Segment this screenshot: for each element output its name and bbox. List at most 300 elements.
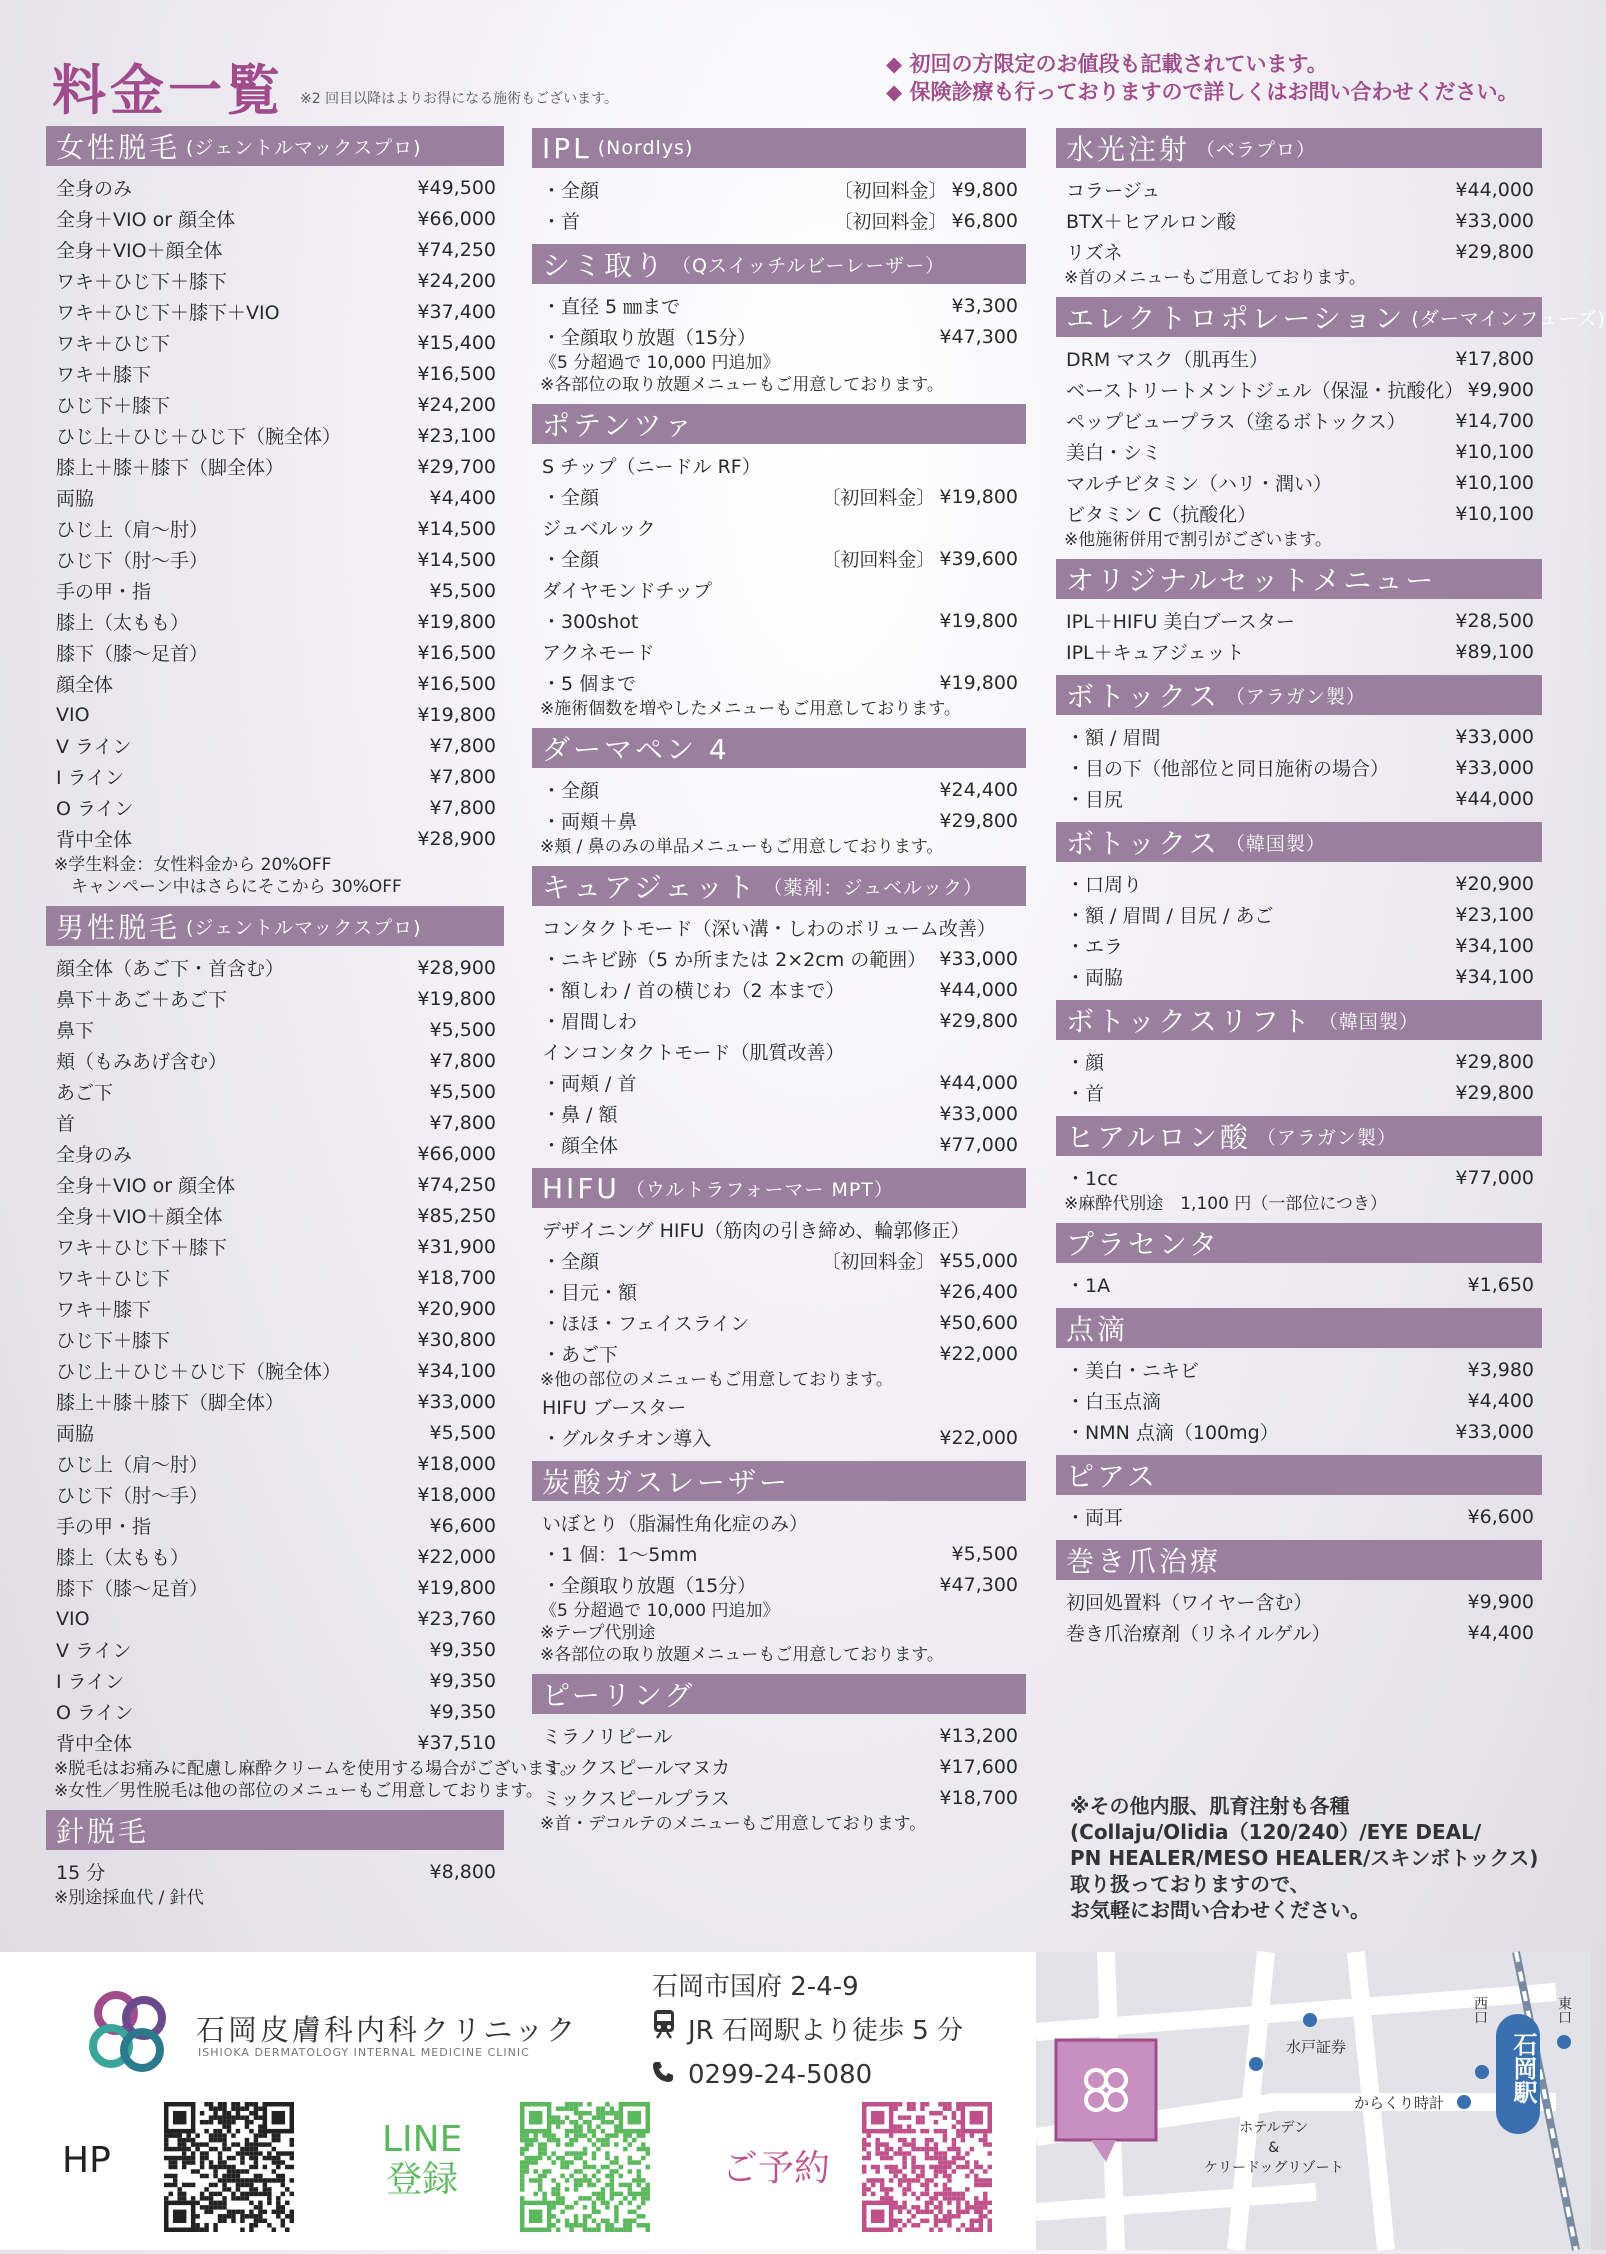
item-price: ¥1,650 bbox=[1467, 1273, 1534, 1296]
item-price: ¥14,500 bbox=[417, 517, 496, 540]
phone-row bbox=[652, 2053, 963, 2097]
price-row bbox=[532, 1751, 1026, 1782]
section-header bbox=[532, 1674, 1026, 1714]
item-name: ・全顔取り放題（15分） bbox=[542, 1575, 757, 1597]
price-row bbox=[46, 1200, 504, 1231]
item-name: 手の甲・指 bbox=[56, 581, 152, 603]
access: JR 石岡駅より徒歩 5 分 bbox=[688, 2016, 964, 2046]
item-name: 膝上（太もも） bbox=[56, 612, 190, 634]
section-note: ※各部位の取り放題メニューもご用意しております。 bbox=[540, 375, 944, 395]
item-price: ¥30,800 bbox=[417, 1328, 496, 1351]
item-name: 全身＋VIO or 顔全体 bbox=[56, 1175, 236, 1197]
item-name: ・額 / 眉間 bbox=[1066, 727, 1161, 749]
price-row bbox=[1056, 1416, 1542, 1447]
price-row bbox=[532, 1538, 1026, 1569]
price-row bbox=[1056, 721, 1542, 752]
item-name: ・1cc bbox=[1066, 1168, 1118, 1190]
section-subtitle: (ダーマインフューズ) bbox=[1411, 307, 1606, 330]
price-row bbox=[532, 450, 1026, 481]
item-price: ¥18,000 bbox=[417, 1452, 496, 1475]
price-row bbox=[1056, 467, 1542, 498]
price-row bbox=[1056, 205, 1542, 236]
price-row bbox=[532, 774, 1026, 805]
price-list bbox=[1056, 715, 1542, 814]
price-row bbox=[532, 1276, 1026, 1307]
item-price: ¥44,000 bbox=[1455, 178, 1534, 201]
item-name: リズネ bbox=[1066, 242, 1123, 264]
price-row bbox=[46, 1448, 504, 1479]
first-time-tag: 〔初回料金〕 bbox=[833, 211, 948, 233]
price-row bbox=[1056, 752, 1542, 783]
section-header bbox=[1056, 559, 1542, 599]
item-price: ¥10,100 bbox=[1455, 502, 1534, 525]
price-row bbox=[46, 327, 504, 358]
hp-label: HP bbox=[62, 2140, 111, 2181]
menu-section-co2 bbox=[532, 1461, 1026, 1666]
price-row bbox=[532, 174, 1026, 205]
section-note: 《5 分超過で 10,000 円追加》 bbox=[540, 353, 780, 373]
item-price: ¥19,800 bbox=[417, 703, 496, 726]
price-row bbox=[1056, 1046, 1542, 1077]
price-list bbox=[532, 168, 1026, 236]
item-name: ・全顔 bbox=[542, 487, 600, 509]
access-row bbox=[652, 2009, 963, 2053]
section-title: プラセンタ bbox=[1066, 1228, 1220, 1261]
section-header bbox=[1056, 1116, 1542, 1156]
price-row bbox=[532, 1129, 1026, 1160]
item-price: ¥6,600 bbox=[429, 1514, 496, 1537]
section-title: 炭酸ガスレーザー bbox=[542, 1466, 791, 1499]
hp-qr-code[interactable] bbox=[164, 2102, 294, 2232]
section-subtitle: （ベラプロ） bbox=[1196, 138, 1317, 161]
item-name: ・目元・額 bbox=[542, 1282, 638, 1304]
map-label-hotel bbox=[1204, 2118, 1343, 2178]
price-row bbox=[1056, 174, 1542, 205]
section-title: シミ取り bbox=[542, 249, 667, 282]
item-price: ¥8,800 bbox=[429, 1860, 496, 1883]
item-price: ¥24,200 bbox=[417, 393, 496, 416]
item-name: ひじ上＋ひじ＋ひじ下（腕全体） bbox=[56, 426, 342, 448]
section-title: 点滴 bbox=[1066, 1313, 1129, 1346]
price-row bbox=[532, 512, 1026, 543]
price-row bbox=[1056, 961, 1542, 992]
section-header bbox=[1056, 675, 1542, 715]
item-name: ・5 個まで bbox=[542, 673, 637, 695]
item-name: 両脇 bbox=[56, 488, 95, 510]
first-time-tag: 〔初回料金〕 bbox=[821, 1251, 936, 1273]
menu-section-dermapen bbox=[532, 728, 1026, 858]
price-row bbox=[1056, 1501, 1542, 1532]
item-name: 膝上＋膝＋膝下（脚全体） bbox=[56, 1392, 285, 1414]
price-row bbox=[46, 513, 504, 544]
item-price: ¥39,600 bbox=[939, 547, 1018, 570]
item-price: ¥33,000 bbox=[1455, 1420, 1534, 1443]
price-list bbox=[532, 1714, 1026, 1835]
item-price: ¥47,300 bbox=[939, 325, 1018, 348]
item-price: ¥15,400 bbox=[417, 331, 496, 354]
price-row bbox=[532, 1507, 1026, 1538]
item-name: ・ほほ・フェイスライン bbox=[542, 1313, 750, 1335]
item-price: ¥74,250 bbox=[417, 1173, 496, 1196]
price-row bbox=[46, 668, 504, 699]
section-subtitle: （韓国製） bbox=[1225, 832, 1326, 855]
item-name: 膝下（膝～足首） bbox=[56, 643, 209, 665]
price-row bbox=[1056, 1077, 1542, 1108]
item-name: IPL＋キュアジェット bbox=[1066, 642, 1245, 664]
price-row bbox=[46, 637, 504, 668]
map-label-mito: 水戸証券 bbox=[1286, 2038, 1347, 2056]
price-row bbox=[532, 1422, 1026, 1453]
item-name: ミラノリピール bbox=[542, 1726, 673, 1748]
price-row bbox=[46, 1076, 504, 1107]
access-map[interactable] bbox=[1036, 1952, 1591, 2250]
item-name: ・全顔 bbox=[542, 180, 600, 202]
section-title: ボトックス bbox=[1066, 680, 1220, 713]
item-name: 15 分 bbox=[56, 1862, 106, 1884]
menu-section-nail bbox=[1056, 1540, 1542, 1648]
price-list bbox=[1056, 1495, 1542, 1532]
price-list bbox=[532, 906, 1026, 1160]
price-row bbox=[46, 1262, 504, 1293]
section-note: 《5 分超過で 10,000 円追加》 bbox=[540, 1601, 780, 1621]
item-name: ・首 bbox=[542, 211, 581, 233]
price-list bbox=[1056, 337, 1542, 551]
item-price: ¥28,500 bbox=[1455, 609, 1534, 632]
item-name: I ライン bbox=[56, 1671, 125, 1693]
item-name: HIFU ブースター bbox=[542, 1397, 687, 1419]
price-row bbox=[46, 1479, 504, 1510]
item-name: O ライン bbox=[56, 798, 134, 820]
item-name: ・ニキビ跡（5 か所または 2×2cm の範囲） bbox=[542, 949, 927, 971]
section-note: ※脱毛はお痛みに配慮し麻酔クリームを使用する場合がございます。 bbox=[54, 1759, 577, 1779]
item-name: 背中全体 bbox=[56, 829, 133, 851]
section-note: ※テープ代別途 bbox=[540, 1623, 656, 1643]
header-note: ◆ 初回の方限定のお値段も記載されています。 bbox=[886, 52, 1328, 76]
item-name: 首 bbox=[56, 1113, 76, 1135]
item-price: ¥4,400 bbox=[429, 486, 496, 509]
line-label-text: LINE bbox=[382, 2119, 463, 2160]
menu-section-shimi bbox=[532, 244, 1026, 396]
other-note-line: (Collaju/Olidia（120/240）/EYE DEAL/ bbox=[1070, 1820, 1482, 1844]
item-name: 美白・シミ bbox=[1066, 442, 1162, 464]
menu-section-drip bbox=[1056, 1308, 1542, 1447]
section-note: ※女性／男性脱毛は他の部位のメニューもご用意しております。 bbox=[54, 1781, 543, 1801]
menu-section-electro bbox=[1056, 297, 1606, 551]
price-row bbox=[46, 172, 504, 203]
item-name: VIO bbox=[56, 703, 90, 726]
item-name: 全身＋VIO＋顔全体 bbox=[56, 1206, 223, 1228]
title-note: ※2 回目以降はよりお得になる施術もございます。 bbox=[300, 91, 618, 107]
price-row bbox=[1056, 1269, 1542, 1300]
price-row bbox=[46, 1386, 504, 1417]
item-name: ワキ＋ひじ下＋膝下＋VIO bbox=[56, 302, 280, 324]
price-row bbox=[532, 290, 1026, 321]
price-row bbox=[1056, 930, 1542, 961]
price-row bbox=[532, 543, 1026, 574]
menu-section-piercing bbox=[1056, 1455, 1542, 1532]
item-price: ¥16,500 bbox=[417, 641, 496, 664]
item-name: アクネモード bbox=[542, 642, 655, 664]
price-row bbox=[532, 1098, 1026, 1129]
reserve-qr-code[interactable] bbox=[862, 2102, 992, 2232]
other-note-line: 取り扱っておりますので、 bbox=[1070, 1872, 1310, 1896]
section-header bbox=[532, 1168, 1026, 1208]
item-name: S チップ（ニードル RF） bbox=[542, 456, 761, 478]
item-price: ¥47,300 bbox=[939, 1573, 1018, 1596]
price-row bbox=[532, 974, 1026, 1005]
price-row bbox=[532, 321, 1026, 352]
item-name: 顔全体 bbox=[56, 674, 114, 696]
item-price: ¥29,800 bbox=[939, 1009, 1018, 1032]
price-row bbox=[46, 1727, 504, 1758]
clinic-name-en: ISHIOKA DERMATOLOGY INTERNAL MEDICINE CLINIC bbox=[198, 2046, 530, 2059]
section-subtitle: （薬剤：ジュベルック） bbox=[763, 876, 983, 899]
menu-section-potenza bbox=[532, 404, 1026, 720]
item-name: ・あご下 bbox=[542, 1344, 619, 1366]
price-row bbox=[532, 1338, 1026, 1369]
item-price: ¥23,100 bbox=[417, 424, 496, 447]
price-row bbox=[1056, 636, 1542, 667]
item-name: ・1 個：1～5mm bbox=[542, 1544, 698, 1566]
item-price: ¥4,400 bbox=[1467, 1389, 1534, 1412]
item-name: 膝上＋膝＋膝下（脚全体） bbox=[56, 457, 285, 479]
price-row bbox=[532, 1569, 1026, 1600]
menu-section-water bbox=[1056, 128, 1542, 289]
price-row bbox=[46, 358, 504, 389]
section-title: ボトックスリフト bbox=[1066, 1005, 1313, 1038]
price-row bbox=[532, 1391, 1026, 1422]
price-row bbox=[1056, 498, 1542, 529]
item-price: ¥5,500 bbox=[429, 579, 496, 602]
section-note: ※各部位の取り放題メニューもご用意しております。 bbox=[540, 1645, 944, 1665]
phone-number[interactable]: 0299-24-5080 bbox=[688, 2060, 873, 2090]
price-row bbox=[1056, 343, 1542, 374]
price-row bbox=[46, 1355, 504, 1386]
other-note-line: PN HEALER/MESO HEALER/スキンボトックス) bbox=[1070, 1846, 1539, 1870]
price-list bbox=[1056, 1580, 1542, 1648]
section-title: キュアジェット bbox=[542, 871, 758, 904]
item-price: ¥26,400 bbox=[939, 1280, 1018, 1303]
price-row bbox=[1056, 1385, 1542, 1416]
price-list bbox=[532, 284, 1026, 396]
price-row bbox=[532, 1782, 1026, 1813]
item-price: ¥29,800 bbox=[939, 809, 1018, 832]
item-price: ¥34,100 bbox=[417, 1359, 496, 1382]
item-price: ¥9,900 bbox=[1467, 378, 1534, 401]
item-name: IPL＋HIFU 美白ブースター bbox=[1066, 611, 1295, 633]
price-row bbox=[46, 1293, 504, 1324]
section-note: ※他の部位のメニューもご用意しております。 bbox=[540, 1370, 893, 1390]
price-row bbox=[1056, 436, 1542, 467]
price-row bbox=[46, 1510, 504, 1541]
item-price: ¥22,000 bbox=[417, 1545, 496, 1568]
item-price: ¥7,800 bbox=[429, 765, 496, 788]
price-row bbox=[532, 1067, 1026, 1098]
header-notes bbox=[886, 50, 1518, 106]
menu-section-hifu bbox=[532, 1168, 1026, 1453]
item-price: ¥19,800 bbox=[939, 671, 1018, 694]
price-row bbox=[46, 1856, 504, 1887]
price-row bbox=[532, 481, 1026, 512]
item-name: 膝下（膝～足首） bbox=[56, 1578, 209, 1600]
item-name: ・1A bbox=[1066, 1275, 1111, 1297]
item-price: ¥18,000 bbox=[417, 1483, 496, 1506]
price-row bbox=[1056, 783, 1542, 814]
price-row bbox=[46, 544, 504, 575]
menu-section-female_hair bbox=[46, 126, 504, 898]
item-price: ¥9,900 bbox=[1467, 1590, 1534, 1613]
item-price: ¥49,500 bbox=[417, 176, 496, 199]
train-icon bbox=[652, 2009, 680, 2053]
menu-section-original bbox=[1056, 559, 1542, 667]
item-price: ¥7,800 bbox=[429, 734, 496, 757]
section-header bbox=[532, 244, 1026, 284]
column-right bbox=[1056, 128, 1606, 1656]
item-name: コンタクトモード（深い溝・しわのボリューム改善） bbox=[542, 918, 996, 940]
item-price: ¥85,250 bbox=[417, 1204, 496, 1227]
section-note: ※別途採血代 / 針代 bbox=[54, 1888, 204, 1908]
section-subtitle: （ウルトラフォーマー MPT） bbox=[625, 1178, 894, 1201]
item-name: ・エラ bbox=[1066, 936, 1124, 958]
item-price: ¥37,510 bbox=[417, 1731, 496, 1754]
item-name: ひじ上（肩～肘） bbox=[56, 1454, 209, 1476]
section-header bbox=[1056, 1308, 1542, 1348]
price-row bbox=[46, 1696, 504, 1727]
price-row bbox=[46, 265, 504, 296]
menu-section-cure bbox=[532, 866, 1026, 1160]
price-row bbox=[532, 1720, 1026, 1751]
first-time-tag: 〔初回料金〕 bbox=[833, 180, 948, 202]
item-price: ¥77,000 bbox=[1455, 1166, 1534, 1189]
clinic-name: 石岡皮膚科内科クリニック bbox=[196, 2013, 579, 2047]
item-name: ・全顔 bbox=[542, 1251, 600, 1273]
item-name: ひじ下（肘～手） bbox=[56, 550, 209, 572]
item-name: ・白玉点滴 bbox=[1066, 1391, 1162, 1413]
item-name: ・目の下（他部位と同日施術の場合） bbox=[1066, 758, 1390, 780]
section-header bbox=[532, 728, 1026, 768]
section-subtitle: （Qスイッチルビーレーザー） bbox=[672, 254, 946, 277]
section-header bbox=[1056, 297, 1606, 337]
item-price: ¥33,000 bbox=[417, 1390, 496, 1413]
item-name: 鼻下＋あご＋あご下 bbox=[56, 989, 228, 1011]
item-name: ワキ＋ひじ下＋膝下 bbox=[56, 271, 228, 293]
item-name: あご下 bbox=[56, 1082, 114, 1104]
item-price: ¥6,600 bbox=[1467, 1505, 1534, 1528]
item-price: ¥34,100 bbox=[1455, 934, 1534, 957]
item-name: ダイヤモンドチップ bbox=[542, 580, 713, 602]
menu-section-hyaluron bbox=[1056, 1116, 1542, 1215]
clinic-info bbox=[652, 1965, 963, 2097]
price-row bbox=[532, 943, 1026, 974]
item-name: V ライン bbox=[56, 1640, 132, 1662]
section-header bbox=[1056, 1000, 1542, 1040]
item-price: ¥29,800 bbox=[1455, 240, 1534, 263]
price-row bbox=[532, 912, 1026, 943]
item-price: ¥66,000 bbox=[417, 207, 496, 230]
price-row bbox=[1056, 899, 1542, 930]
item-name: 頬（もみあげ含む） bbox=[56, 1051, 228, 1073]
section-title: ピアス bbox=[1066, 1460, 1158, 1493]
price-row bbox=[1056, 405, 1542, 436]
price-row bbox=[1056, 1354, 1542, 1385]
item-price: ¥19,800 bbox=[939, 485, 1018, 508]
item-price: ¥89,100 bbox=[1455, 640, 1534, 663]
item-name: V ライン bbox=[56, 736, 132, 758]
price-row bbox=[532, 1307, 1026, 1338]
price-list bbox=[532, 1501, 1026, 1666]
item-price: ¥18,700 bbox=[939, 1786, 1018, 1809]
item-name: ワキ＋ひじ下＋膝下 bbox=[56, 1237, 228, 1259]
line-label-text: 登録 bbox=[386, 2159, 459, 2200]
section-title: IPL bbox=[542, 131, 592, 165]
item-name: ワキ＋膝下 bbox=[56, 364, 152, 386]
section-header bbox=[1056, 1223, 1542, 1263]
item-name: ・グルタチオン導入 bbox=[542, 1428, 712, 1450]
price-row bbox=[532, 605, 1026, 636]
item-name: ・両脇 bbox=[1066, 967, 1124, 989]
item-name: ひじ下＋膝下 bbox=[56, 1330, 171, 1352]
item-name: いぼとり（脂漏性角化症のみ） bbox=[542, 1513, 809, 1535]
item-price: ¥7,800 bbox=[429, 1049, 496, 1072]
section-subtitle: （アラガン製） bbox=[1256, 1126, 1397, 1149]
line-qr-code[interactable] bbox=[520, 2102, 650, 2232]
item-name: ・全顔 bbox=[542, 780, 600, 802]
item-price: ¥14,700 bbox=[1455, 409, 1534, 432]
item-price: ¥7,800 bbox=[429, 796, 496, 819]
section-subtitle: (ジェントルマックスプロ) bbox=[186, 136, 422, 159]
section-header bbox=[1056, 822, 1542, 862]
item-name: ・額 / 眉間 / 目尻 / あご bbox=[1066, 905, 1274, 927]
item-name: デザイニング HIFU（筋肉の引き締め、輪郭修正） bbox=[542, 1220, 970, 1242]
price-list bbox=[1056, 168, 1542, 289]
other-note-line: ※その他内服、肌育注射も各種 bbox=[1070, 1794, 1350, 1818]
item-price: ¥28,900 bbox=[417, 827, 496, 850]
price-row bbox=[46, 389, 504, 420]
item-price: ¥22,000 bbox=[939, 1426, 1018, 1449]
section-note: ※学生料金：女性料金から 20%OFF bbox=[54, 855, 332, 875]
item-name: 膝上（太もも） bbox=[56, 1547, 190, 1569]
menu-section-peeling bbox=[532, 1674, 1026, 1835]
item-name: DRM マスク（肌再生） bbox=[1066, 349, 1269, 371]
item-price: ¥3,300 bbox=[951, 294, 1018, 317]
item-price: ¥50,600 bbox=[939, 1311, 1018, 1334]
section-title: ポテンツァ bbox=[542, 409, 696, 442]
item-name: ・眉間しわ bbox=[542, 1011, 638, 1033]
price-row bbox=[532, 205, 1026, 236]
price-row bbox=[46, 1138, 504, 1169]
menu-section-botox_a bbox=[1056, 675, 1542, 814]
item-price: ¥9,800 bbox=[951, 178, 1018, 201]
item-price: ¥23,100 bbox=[1455, 903, 1534, 926]
item-name: ・鼻 / 額 bbox=[542, 1104, 618, 1126]
section-header bbox=[1056, 1540, 1542, 1580]
item-name: ・直径 5 ㎜まで bbox=[542, 296, 681, 318]
price-row bbox=[532, 805, 1026, 836]
item-price: ¥29,700 bbox=[417, 455, 496, 478]
item-name: 初回処置料（ワイヤー含む） bbox=[1066, 1592, 1313, 1614]
item-name: ひじ下＋膝下 bbox=[56, 395, 171, 417]
item-name: ひじ下（肘～手） bbox=[56, 1485, 209, 1507]
other-note-line: お気軽にお問い合わせください。 bbox=[1070, 1898, 1370, 1922]
section-header bbox=[46, 1810, 504, 1850]
item-price: ¥18,700 bbox=[417, 1266, 496, 1289]
item-price: ¥34,100 bbox=[1455, 965, 1534, 988]
price-row bbox=[1056, 374, 1542, 405]
section-title: ボトックス bbox=[1066, 827, 1220, 860]
item-price: ¥77,000 bbox=[939, 1133, 1018, 1156]
item-price: ¥4,400 bbox=[1467, 1621, 1534, 1644]
price-row bbox=[532, 1245, 1026, 1276]
